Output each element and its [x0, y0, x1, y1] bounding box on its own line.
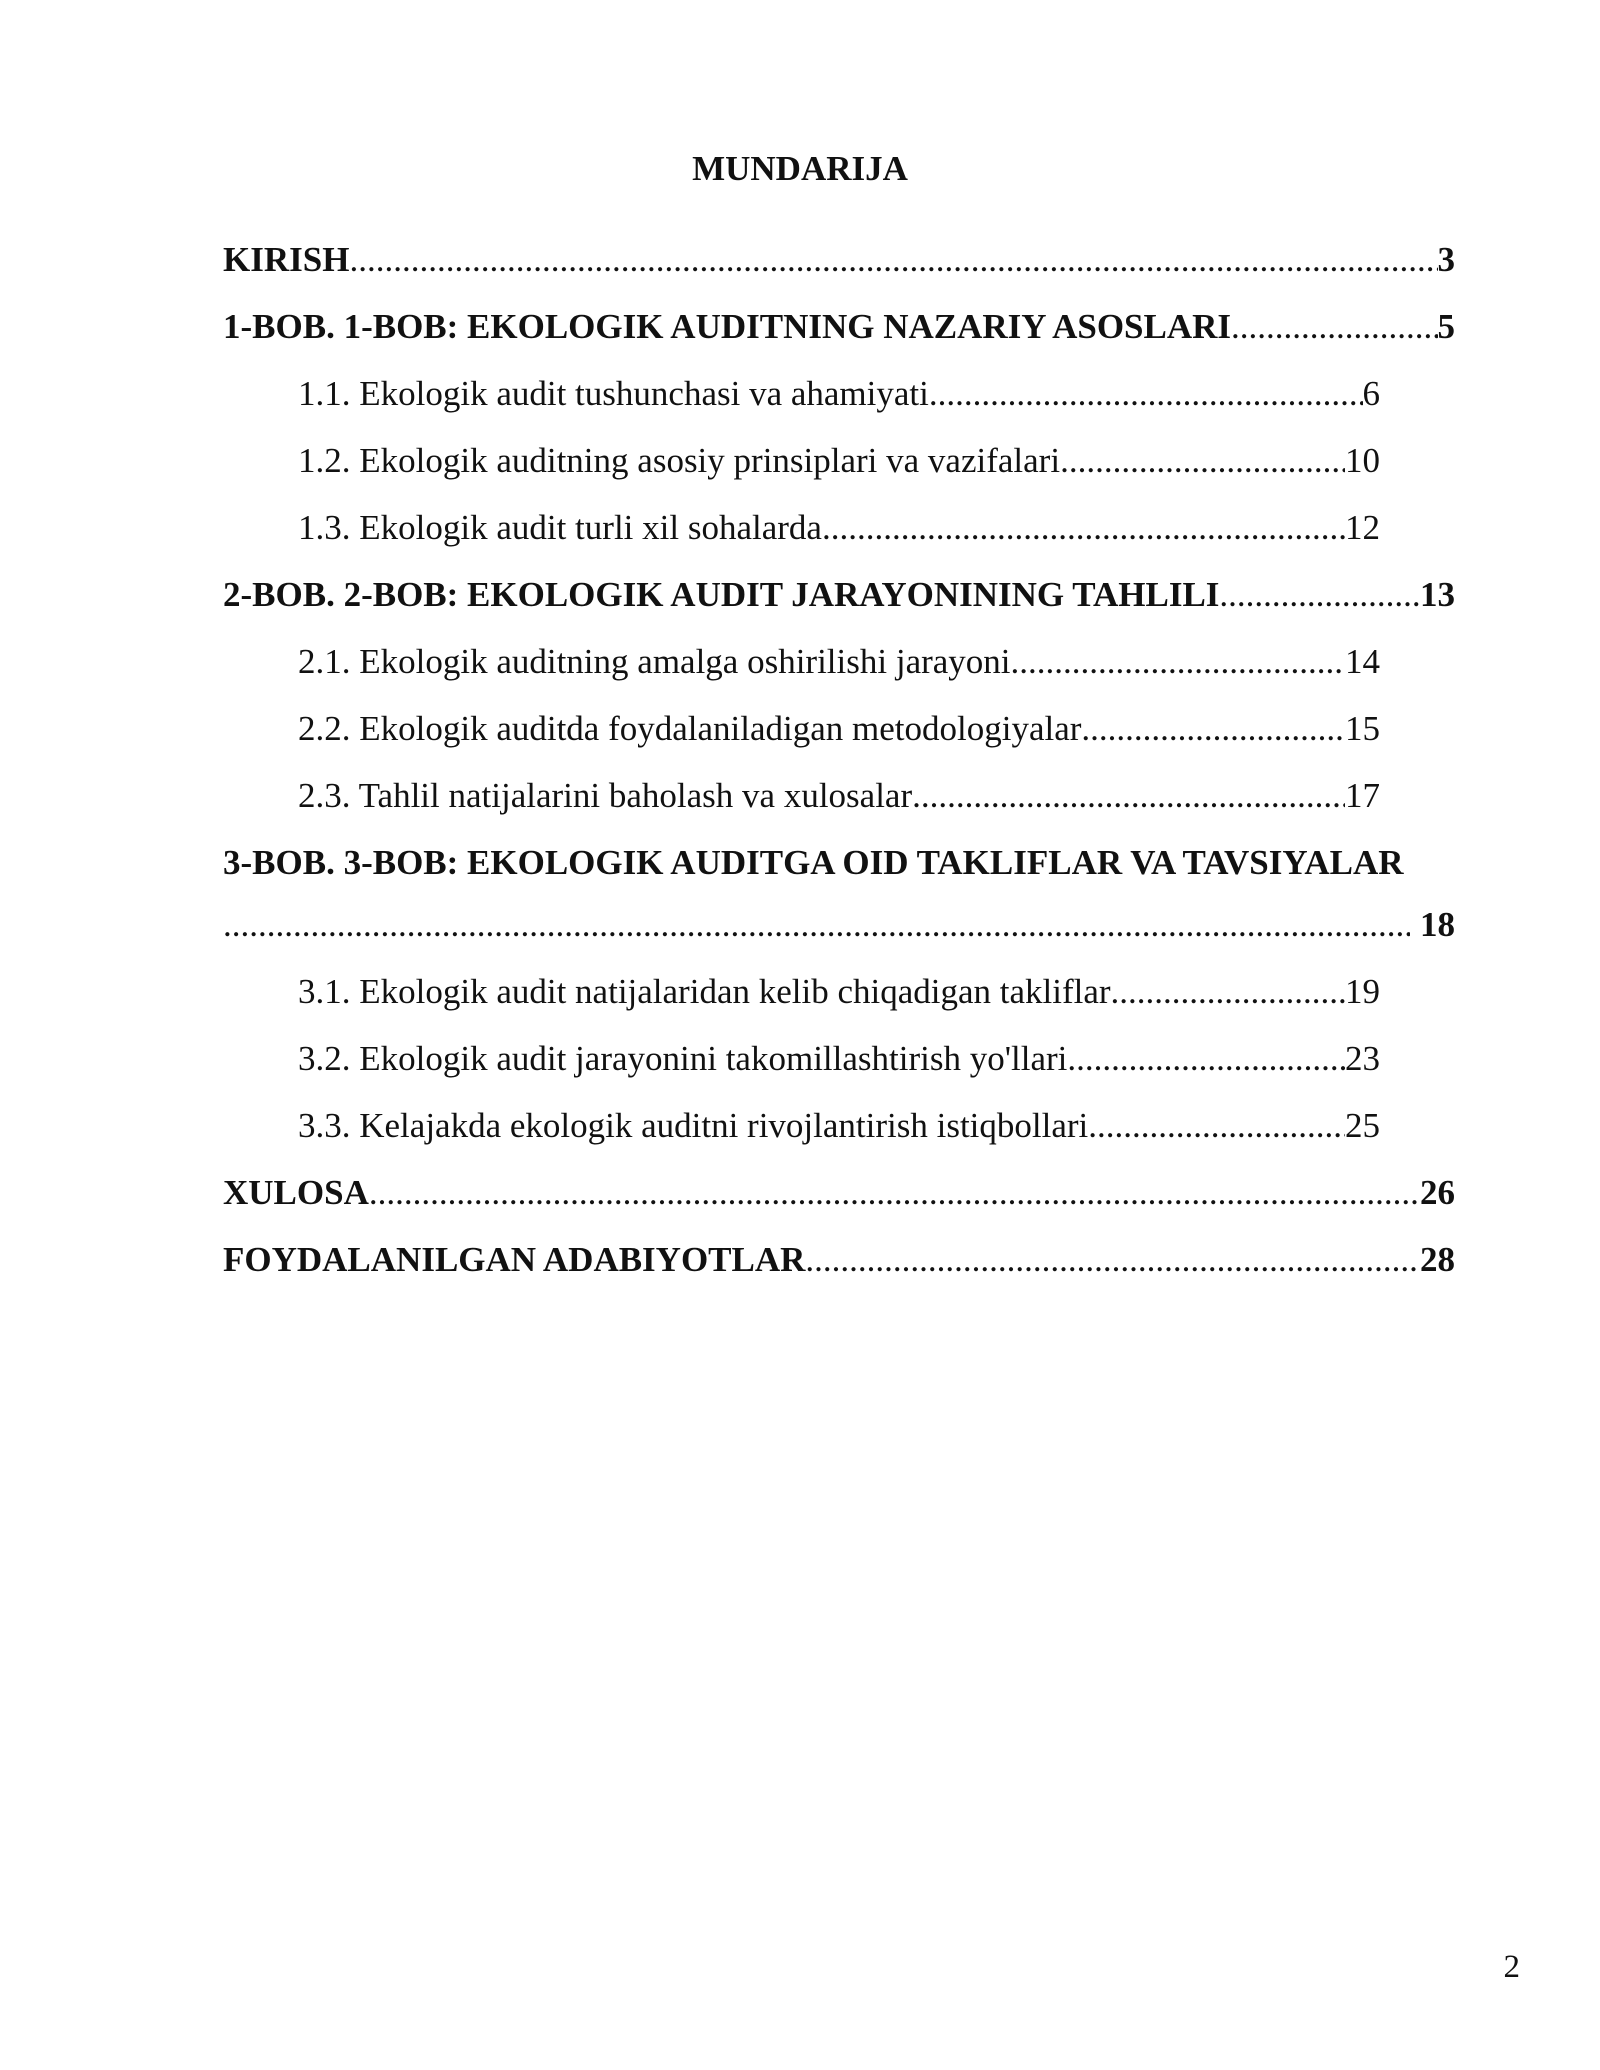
toc-entry-section-3-3[interactable] — [298, 1103, 1380, 1149]
toc-entry-page: 25 — [1345, 1106, 1380, 1145]
toc-title: MUNDARIJA — [692, 149, 908, 188]
dot-leader — [369, 1170, 1420, 1216]
dot-leader — [1219, 572, 1420, 618]
toc-entry-page: 23 — [1345, 1039, 1380, 1078]
toc-entry-label: 2.3. Tahlil natijalarini baholash va xulosalar — [298, 776, 913, 815]
dot-leader — [1081, 706, 1345, 752]
toc-entry-chapter-1[interactable] — [223, 304, 1455, 350]
toc-entry-kirish[interactable] — [223, 237, 1455, 283]
toc-entry-page: 15 — [1345, 709, 1380, 748]
toc-entry-label: 1.2. Ekologik auditning asosiy prinsiplari va vazifalari — [298, 441, 1061, 480]
toc-entry-label: KIRISH — [223, 240, 350, 279]
toc-entry-page: 14 — [1345, 642, 1380, 681]
toc-entry-page: 12 — [1345, 508, 1380, 547]
dot-leader — [1231, 304, 1437, 350]
toc-entry-section-3-1[interactable] — [298, 969, 1380, 1015]
toc-entry-label: 2-BOB. 2-BOB: EKOLOGIK AUDIT JARAYONINING TAHLILI — [223, 575, 1220, 614]
toc-entry-section-2-2[interactable] — [298, 706, 1380, 752]
toc-entry-page: 13 — [1420, 575, 1455, 614]
toc-entry-adabiyotlar[interactable] — [223, 1237, 1455, 1283]
dot-leader — [805, 1237, 1420, 1283]
toc-entry-section-1-3[interactable] — [298, 505, 1380, 551]
dot-leader — [1088, 1103, 1345, 1149]
toc-entry-label: 3.1. Ekologik audit natijalaridan kelib chiqadigan takliflar — [298, 972, 1111, 1011]
dot-leader — [1067, 1036, 1345, 1082]
toc-entry-page: 17 — [1345, 776, 1380, 815]
toc-entry-label: 1-BOB. 1-BOB: EKOLOGIK AUDITNING NAZARIY ASOSLARI — [223, 307, 1232, 346]
toc-entry-chapter-2[interactable] — [223, 572, 1455, 618]
dot-leader — [1111, 969, 1345, 1015]
toc-entry-label: 1.3. Ekologik audit turli xil sohalarda — [298, 508, 822, 547]
toc-entry-section-2-1[interactable] — [298, 639, 1380, 685]
toc-entry-label: 1.1. Ekologik audit tushunchasi va ahamiyati — [298, 374, 929, 413]
dot-leader — [822, 505, 1345, 551]
dot-leader — [912, 773, 1345, 819]
toc-entry-chapter-3-label[interactable]: 3-BOB. 3-BOB: EKOLOGIK AUDITGA OID TAKLIFLAR VA TAVSIYALAR — [223, 843, 1404, 882]
toc-entry-label: XULOSA — [223, 1173, 369, 1212]
dot-leader — [223, 902, 1410, 948]
toc-entry-label: 3.2. Ekologik audit jarayonini takomillashtirish yo'llari — [298, 1039, 1068, 1078]
toc-entry-section-2-3[interactable] — [298, 773, 1380, 819]
toc-entry-label: 3.3. Kelajakda ekologik auditni rivojlantirish istiqbollari — [298, 1106, 1089, 1145]
toc-entry-page: 5 — [1437, 307, 1455, 346]
toc-entry-page: 18 — [1420, 905, 1455, 944]
toc-entry-page: 6 — [1362, 374, 1380, 413]
toc-entry-section-3-2[interactable] — [298, 1036, 1380, 1082]
toc-entry-chapter-3[interactable] — [223, 902, 1455, 948]
page-number: 2 — [1503, 1949, 1520, 1985]
toc-entry-page: 3 — [1437, 240, 1455, 279]
dot-leader — [349, 237, 1437, 283]
toc-entry-label: FOYDALANILGAN ADABIYOTLAR — [223, 1240, 806, 1279]
toc-entry-section-1-1[interactable] — [298, 371, 1380, 417]
toc-entry-xulosa[interactable] — [223, 1170, 1455, 1216]
dot-leader — [929, 371, 1363, 417]
toc-entry-section-1-2[interactable] — [298, 438, 1380, 484]
toc-entry-page: 26 — [1420, 1173, 1455, 1212]
toc-entry-page: 19 — [1345, 972, 1380, 1011]
dot-leader — [1011, 639, 1345, 685]
toc-entry-page: 10 — [1345, 441, 1380, 480]
toc-entry-label: 2.1. Ekologik auditning amalga oshirilishi jarayoni — [298, 642, 1011, 681]
toc-entry-page: 28 — [1420, 1240, 1455, 1279]
toc-entry-label: 2.2. Ekologik auditda foydalaniladigan metodologiyalar — [298, 709, 1082, 748]
dot-leader — [1060, 438, 1345, 484]
